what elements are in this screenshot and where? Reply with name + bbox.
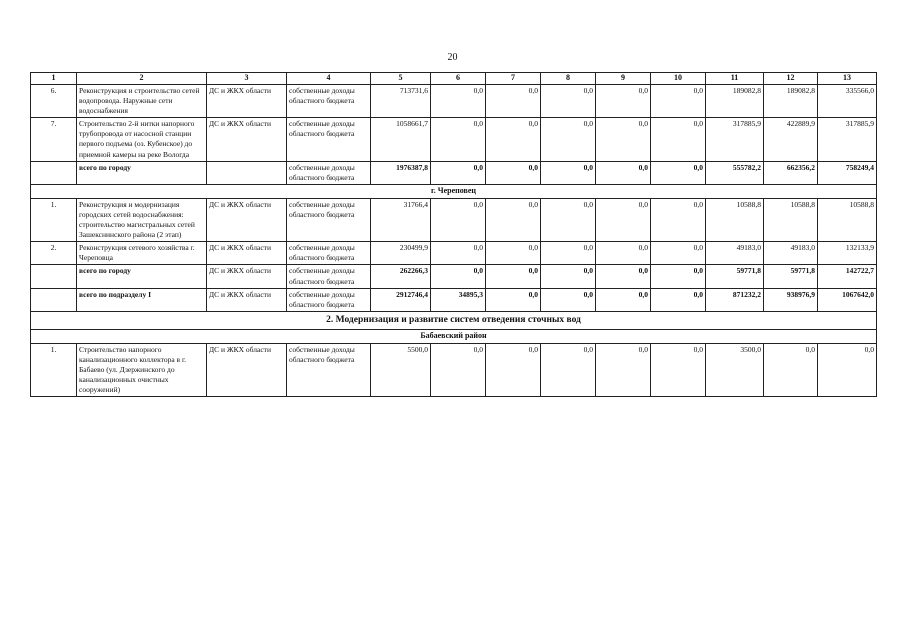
row-number: 7. — [31, 118, 77, 162]
value-cell-col-6: 0,0 — [431, 242, 486, 265]
row-name: всего по городу — [77, 161, 207, 184]
value-cell-col-6: 0,0 — [431, 198, 486, 242]
col-header: 3 — [207, 73, 287, 85]
value-cell-col-9: 0,0 — [596, 343, 651, 397]
col-header: 8 — [541, 73, 596, 85]
value-cell-col-5: 31766,4 — [371, 198, 431, 242]
row-executor: ДС и ЖКХ области — [207, 118, 287, 162]
budget-table — [30, 72, 877, 397]
table-row — [31, 118, 877, 162]
col-header: 1 — [31, 73, 77, 85]
row-funding-source: собственные доходы областного бюджета — [287, 161, 371, 184]
value-cell-col-5: 230499,9 — [371, 242, 431, 265]
value-cell-col-8: 0,0 — [541, 118, 596, 162]
row-funding-source: собственные доходы областного бюджета — [287, 198, 371, 242]
value-cell-col-8: 0,0 — [541, 265, 596, 288]
row-executor: ДС и ЖКХ области — [207, 242, 287, 265]
value-cell-col-11: 59771,8 — [706, 265, 764, 288]
value-cell-col-12: 189082,8 — [764, 84, 818, 117]
value-cell-col-13: 132133,9 — [818, 242, 877, 265]
col-header: 7 — [486, 73, 541, 85]
value-cell-col-8: 0,0 — [541, 288, 596, 311]
row-number: 1. — [31, 198, 77, 242]
value-cell-col-9: 0,0 — [596, 265, 651, 288]
row-name: Строительство 2-й нитки напорного трубопровода от насосной станции первого подъема (оз. Кубенское) до приемной камеры на реке Вологда — [77, 118, 207, 162]
value-cell-col-13: 335566,0 — [818, 84, 877, 117]
value-cell-col-6: 0,0 — [431, 161, 486, 184]
value-cell-col-9: 0,0 — [596, 198, 651, 242]
value-cell-col-5: 262266,3 — [371, 265, 431, 288]
row-number — [31, 161, 77, 184]
value-cell-col-10: 0,0 — [651, 343, 706, 397]
value-cell-col-9: 0,0 — [596, 84, 651, 117]
value-cell-col-9: 0,0 — [596, 288, 651, 311]
table-row — [31, 343, 877, 397]
row-funding-source: собственные доходы областного бюджета — [287, 265, 371, 288]
value-cell-col-9: 0,0 — [596, 242, 651, 265]
value-cell-col-13: 1067642,0 — [818, 288, 877, 311]
section-header-row — [31, 311, 877, 329]
row-funding-source: собственные доходы областного бюджета — [287, 242, 371, 265]
value-cell-col-12: 49183,0 — [764, 242, 818, 265]
value-cell-col-9: 0,0 — [596, 118, 651, 162]
value-cell-col-8: 0,0 — [541, 161, 596, 184]
table-row — [31, 242, 877, 265]
value-cell-col-12: 422889,9 — [764, 118, 818, 162]
value-cell-col-5: 1976387,8 — [371, 161, 431, 184]
row-name: Строительство напорного канализационного коллектора в г. Бабаево (ул. Дзержинского до канализационных очистных сооружений) — [77, 343, 207, 397]
total-row — [31, 161, 877, 184]
table-row — [31, 198, 877, 242]
col-header: 13 — [818, 73, 877, 85]
value-cell-col-7: 0,0 — [486, 265, 541, 288]
value-cell-col-11: 317885,9 — [706, 118, 764, 162]
row-executor — [207, 161, 287, 184]
row-funding-source: собственные доходы областного бюджета — [287, 84, 371, 117]
row-number: 6. — [31, 84, 77, 117]
row-name: Реконструкция и строительство сетей водопровода. Наружные сети водоснабжения — [77, 84, 207, 117]
value-cell-col-8: 0,0 — [541, 198, 596, 242]
value-cell-col-13: 142722,7 — [818, 265, 877, 288]
value-cell-col-11: 555782,2 — [706, 161, 764, 184]
value-cell-col-5: 5500,0 — [371, 343, 431, 397]
table-row — [31, 84, 877, 117]
value-cell-col-12: 59771,8 — [764, 265, 818, 288]
value-cell-col-7: 0,0 — [486, 343, 541, 397]
value-cell-col-6: 0,0 — [431, 265, 486, 288]
col-header: 12 — [764, 73, 818, 85]
value-cell-col-7: 0,0 — [486, 84, 541, 117]
value-cell-col-6: 0,0 — [431, 118, 486, 162]
row-executor: ДС и ЖКХ области — [207, 198, 287, 242]
value-cell-col-6: 0,0 — [431, 84, 486, 117]
value-cell-col-9: 0,0 — [596, 161, 651, 184]
row-funding-source: собственные доходы областного бюджета — [287, 343, 371, 397]
row-number: 2. — [31, 242, 77, 265]
total-row — [31, 265, 877, 288]
value-cell-col-10: 0,0 — [651, 161, 706, 184]
section-title: г. Череповец — [31, 184, 877, 198]
value-cell-col-10: 0,0 — [651, 288, 706, 311]
value-cell-col-11: 871232,2 — [706, 288, 764, 311]
value-cell-col-12: 938976,9 — [764, 288, 818, 311]
value-cell-col-11: 49183,0 — [706, 242, 764, 265]
value-cell-col-10: 0,0 — [651, 265, 706, 288]
header-row — [31, 73, 877, 85]
value-cell-col-13: 10588,8 — [818, 198, 877, 242]
row-executor: ДС и ЖКХ области — [207, 265, 287, 288]
row-number — [31, 265, 77, 288]
col-header: 2 — [77, 73, 207, 85]
value-cell-col-7: 0,0 — [486, 198, 541, 242]
value-cell-col-12: 662356,2 — [764, 161, 818, 184]
value-cell-col-7: 0,0 — [486, 161, 541, 184]
row-funding-source: собственные доходы областного бюджета — [287, 118, 371, 162]
row-number: 1. — [31, 343, 77, 397]
value-cell-col-6: 34895,3 — [431, 288, 486, 311]
value-cell-col-8: 0,0 — [541, 242, 596, 265]
row-name: Реконструкция сетевого хозяйства г. Череповца — [77, 242, 207, 265]
value-cell-col-7: 0,0 — [486, 242, 541, 265]
col-header: 4 — [287, 73, 371, 85]
col-header: 5 — [371, 73, 431, 85]
value-cell-col-13: 317885,9 — [818, 118, 877, 162]
value-cell-col-5: 2912746,4 — [371, 288, 431, 311]
value-cell-col-12: 0,0 — [764, 343, 818, 397]
value-cell-col-13: 0,0 — [818, 343, 877, 397]
value-cell-col-8: 0,0 — [541, 84, 596, 117]
value-cell-col-10: 0,0 — [651, 84, 706, 117]
page-number: 20 — [447, 52, 458, 63]
section-title: Бабаевский район — [31, 329, 877, 343]
row-number — [31, 288, 77, 311]
value-cell-col-11: 189082,8 — [706, 84, 764, 117]
section-header-row — [31, 184, 877, 198]
section-header-row — [31, 329, 877, 343]
value-cell-col-8: 0,0 — [541, 343, 596, 397]
col-header: 6 — [431, 73, 486, 85]
value-cell-col-5: 713731,6 — [371, 84, 431, 117]
value-cell-col-10: 0,0 — [651, 242, 706, 265]
col-header: 9 — [596, 73, 651, 85]
value-cell-col-10: 0,0 — [651, 198, 706, 242]
total-row — [31, 288, 877, 311]
row-name: всего по подразделу I — [77, 288, 207, 311]
value-cell-col-7: 0,0 — [486, 288, 541, 311]
col-header: 10 — [651, 73, 706, 85]
value-cell-col-12: 10588,8 — [764, 198, 818, 242]
row-name: всего по городу — [77, 265, 207, 288]
row-executor: ДС и ЖКХ области — [207, 288, 287, 311]
row-funding-source: собственные доходы областного бюджета — [287, 288, 371, 311]
value-cell-col-6: 0,0 — [431, 343, 486, 397]
row-executor: ДС и ЖКХ области — [207, 84, 287, 117]
section-title: 2. Модернизация и развитие систем отведения сточных вод — [31, 311, 877, 329]
value-cell-col-10: 0,0 — [651, 118, 706, 162]
row-executor: ДС и ЖКХ области — [207, 343, 287, 397]
value-cell-col-5: 1058661,7 — [371, 118, 431, 162]
value-cell-col-11: 3500,0 — [706, 343, 764, 397]
col-header: 11 — [706, 73, 764, 85]
value-cell-col-13: 758249,4 — [818, 161, 877, 184]
value-cell-col-11: 10588,8 — [706, 198, 764, 242]
row-name: Реконструкция и модернизация городских сетей водоснабжения: строительство магистральных сетей Зашекснинского района (2 этап) — [77, 198, 207, 242]
value-cell-col-7: 0,0 — [486, 118, 541, 162]
